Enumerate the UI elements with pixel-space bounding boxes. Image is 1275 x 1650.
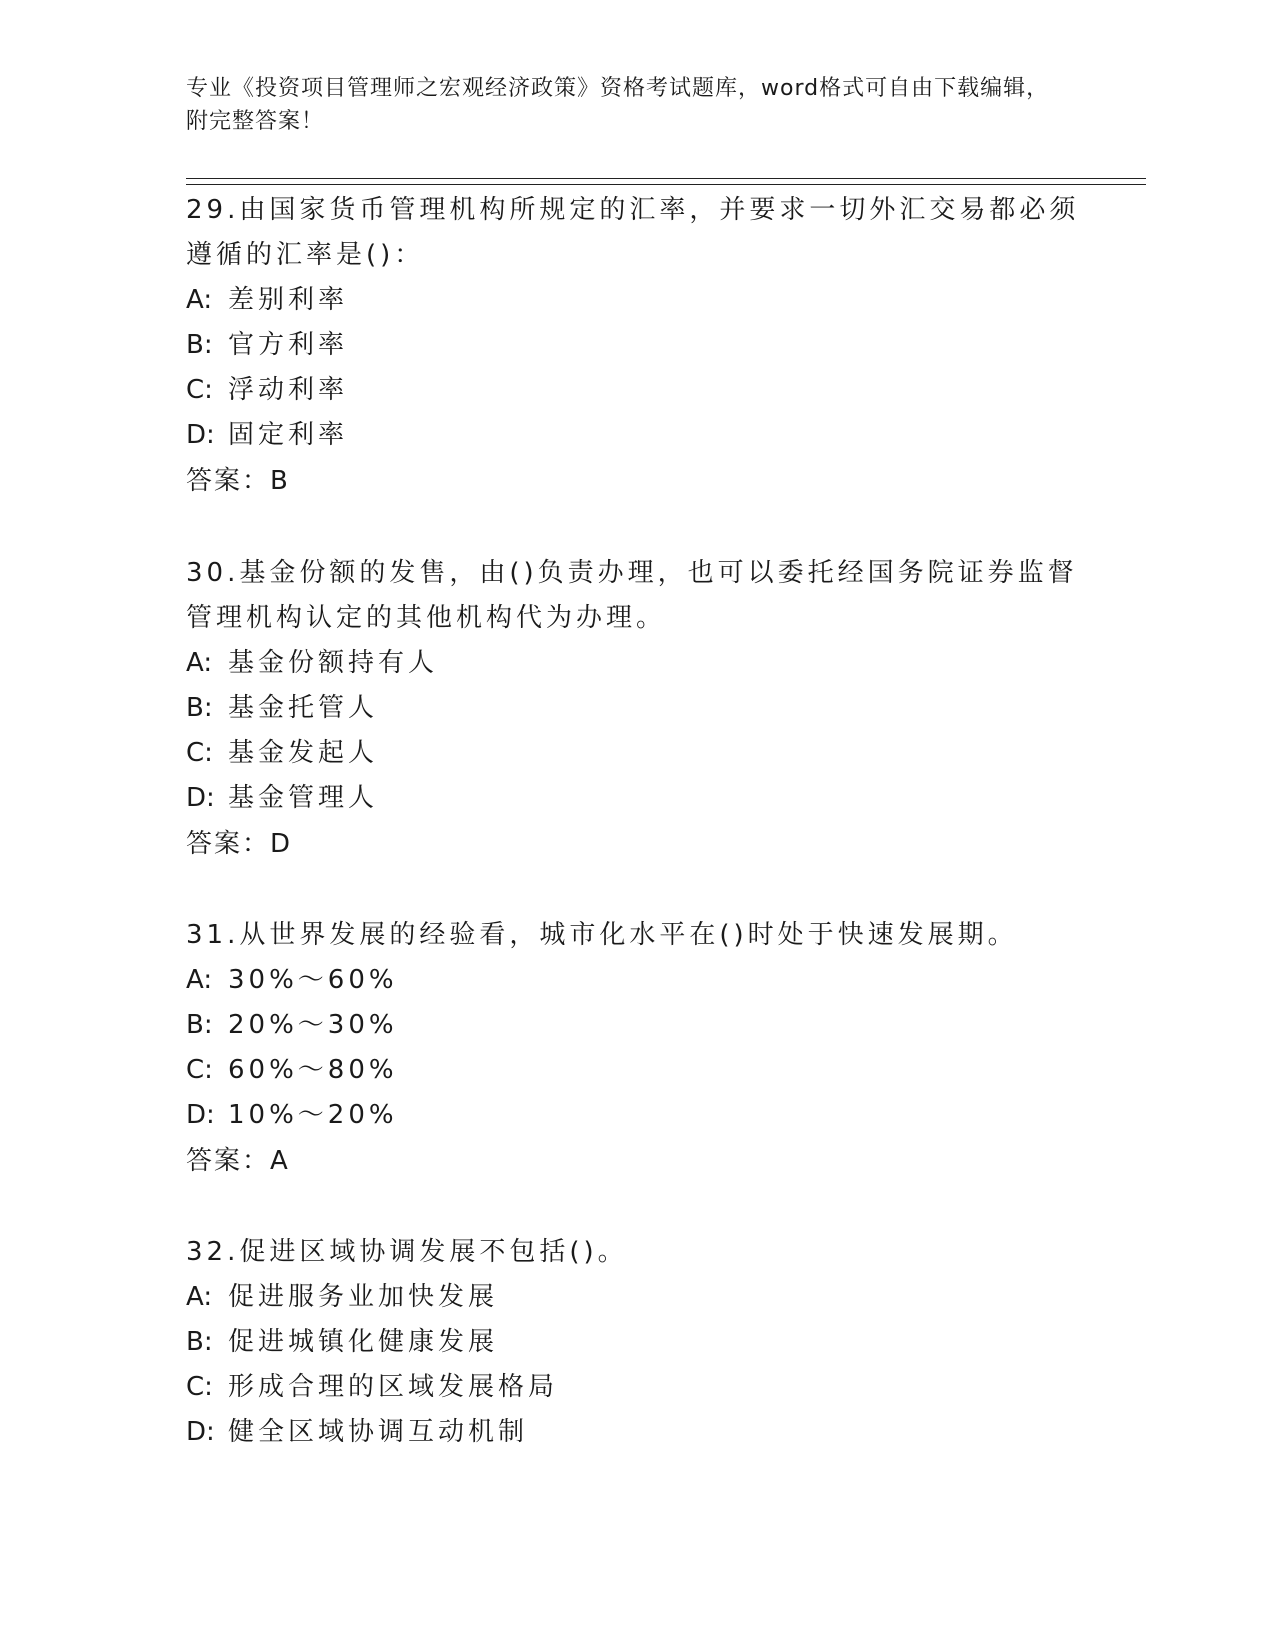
question-stem: 30.基金份额的发售，由()负责办理，也可以委托经国务院证券监督管理机构认定的其他机构代为办理。 <box>186 558 1078 633</box>
option-text: 基金管理人 <box>228 783 379 813</box>
option-letter: B: <box>186 1327 213 1357</box>
answer-line: 答案：B <box>186 466 290 496</box>
option-letter: C: <box>186 1055 213 1085</box>
option-c <box>186 731 1086 776</box>
option-d <box>186 1093 1086 1138</box>
option-c <box>186 1365 1086 1410</box>
option-text: 官方利率 <box>228 330 349 360</box>
option-letter: D: <box>186 1417 215 1447</box>
option-text: 差别利率 <box>228 285 349 315</box>
option-b <box>186 686 1086 731</box>
question-stem: 32.促进区域协调发展不包括()。 <box>186 1237 628 1267</box>
option-text: 30%～60% <box>228 965 398 995</box>
option-a <box>186 641 1086 686</box>
option-text: 基金托管人 <box>228 693 379 723</box>
answer-line: 答案：A <box>186 1146 290 1176</box>
option-text: 固定利率 <box>228 420 349 450</box>
option-text: 促进服务业加快发展 <box>228 1282 499 1312</box>
option-text: 促进城镇化健康发展 <box>228 1327 499 1357</box>
option-letter: A: <box>186 1282 213 1312</box>
option-b <box>186 323 1086 368</box>
option-letter: B: <box>186 1010 213 1040</box>
option-text: 健全区域协调互动机制 <box>228 1417 529 1447</box>
option-letter: D: <box>186 1100 215 1130</box>
option-a <box>186 1275 1086 1320</box>
answer-line: 答案：D <box>186 829 293 859</box>
option-d <box>186 413 1086 458</box>
option-c <box>186 368 1086 413</box>
option-letter: D: <box>186 783 215 813</box>
option-c <box>186 1048 1086 1093</box>
option-b <box>186 1003 1086 1048</box>
option-text: 基金发起人 <box>228 738 379 768</box>
option-text: 20%～30% <box>228 1010 398 1040</box>
option-letter: A: <box>186 285 213 315</box>
option-letter: D: <box>186 420 215 450</box>
option-b <box>186 1320 1086 1365</box>
option-d <box>186 1410 1086 1455</box>
header-rule-top <box>186 178 1146 179</box>
option-d <box>186 776 1086 821</box>
option-a <box>186 958 1086 1003</box>
question-stem: 31.从世界发展的经验看，城市化水平在()时处于快速发展期。 <box>186 920 1018 950</box>
option-text: 形成合理的区域发展格局 <box>228 1372 559 1402</box>
option-letter: B: <box>186 330 213 360</box>
question-stem: 29.由国家货币管理机构所规定的汇率，并要求一切外汇交易都必须遵循的汇率是()： <box>186 195 1080 270</box>
option-letter: A: <box>186 648 213 678</box>
header-rule-bottom <box>186 184 1146 185</box>
option-letter: A: <box>186 965 213 995</box>
option-a <box>186 278 1086 323</box>
option-letter: C: <box>186 1372 213 1402</box>
question-32 <box>186 1230 1086 1455</box>
option-text: 基金份额持有人 <box>228 648 439 678</box>
question-31 <box>186 913 1086 1184</box>
option-letter: B: <box>186 693 213 723</box>
question-30 <box>186 551 1086 867</box>
option-text: 60%～80% <box>228 1055 398 1085</box>
option-text: 10%～20% <box>228 1100 398 1130</box>
question-29 <box>186 188 1086 504</box>
option-letter: C: <box>186 375 213 405</box>
document-header: 专业《投资项目管理师之宏观经济政策》资格考试题库，word格式可自由下载编辑，附完整答案！ <box>186 76 1050 134</box>
option-letter: C: <box>186 738 213 768</box>
option-text: 浮动利率 <box>228 375 349 405</box>
